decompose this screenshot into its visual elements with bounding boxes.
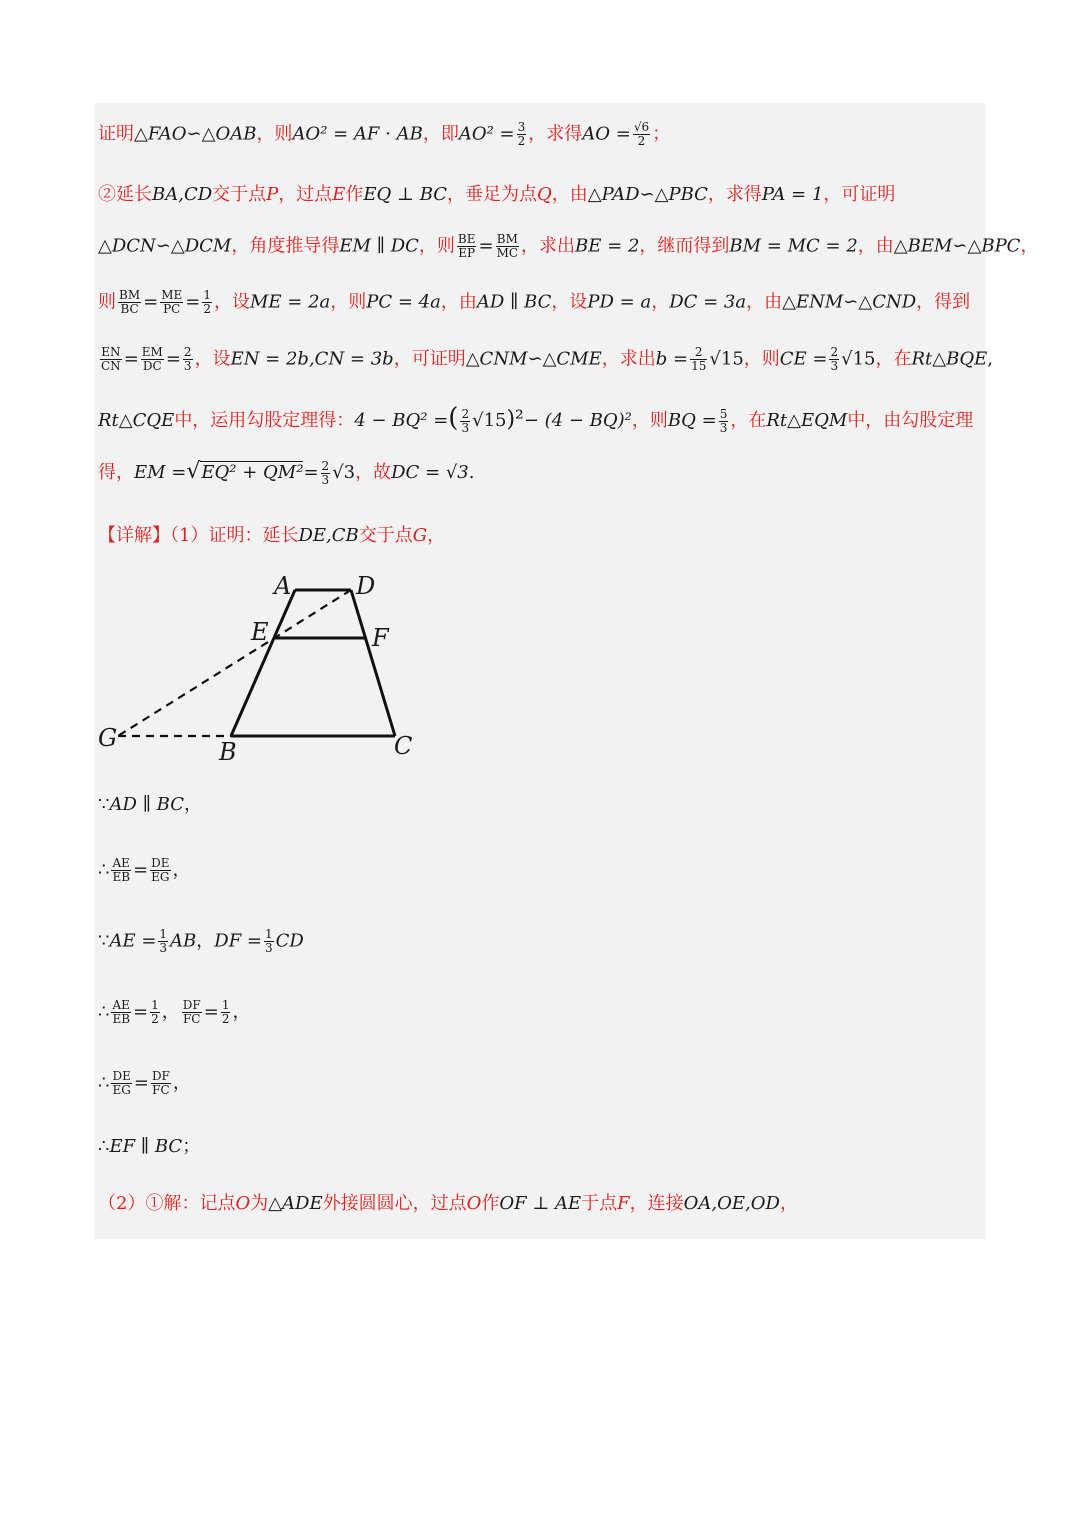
therefore-symbol: ∴ — [98, 1136, 110, 1157]
denominator: 3 — [265, 941, 273, 955]
denominator: 3 — [719, 420, 728, 435]
text: 得， — [98, 462, 134, 483]
fraction — [517, 121, 527, 148]
numerator: AE — [112, 856, 130, 870]
math: △CNM∽△CME — [465, 348, 602, 370]
math: BE = 2 — [575, 235, 640, 257]
text: ，角度推导得 — [231, 235, 340, 257]
denominator: PC — [163, 302, 181, 316]
text: 中，运用勾股定理得： — [174, 410, 355, 431]
fraction — [457, 233, 477, 260]
text: ，则 — [743, 348, 780, 370]
denominator: 3 — [183, 359, 192, 373]
text: = — [203, 1001, 219, 1023]
text: ，设 — [213, 291, 250, 313]
math: CD — [275, 930, 304, 952]
denominator: FC — [182, 1012, 201, 1026]
fraction — [829, 346, 839, 373]
denominator: 2 — [517, 134, 526, 148]
math: EF ∥ BC — [109, 1136, 183, 1157]
text: ，则 — [256, 123, 293, 145]
text: ②延长 — [98, 184, 152, 205]
numerator: DE — [151, 856, 170, 870]
text: = — [133, 1001, 149, 1023]
math: △BEM∽△BPC — [893, 235, 1021, 257]
paren: )² — [506, 407, 524, 432]
numerator: 5 — [719, 406, 728, 421]
math: AO = — [582, 123, 631, 145]
detail-heading — [98, 523, 445, 549]
text: 【详解】（1）证明：延长 — [98, 525, 299, 546]
math: △ENM∽△CND — [782, 291, 917, 313]
fraction — [151, 1070, 171, 1097]
text: ，在 — [875, 348, 912, 370]
denominator: FC — [152, 1083, 170, 1097]
proof-line-4 — [98, 289, 970, 316]
text: ，则 — [330, 291, 367, 313]
text: 外接圆圆心，过点 — [322, 1193, 467, 1214]
numerator: 2 — [690, 346, 707, 360]
fraction — [150, 857, 170, 884]
label-G: G — [98, 724, 118, 752]
text: ， — [427, 525, 446, 546]
numerator: ME — [161, 288, 183, 302]
math: AO² = AF · AB — [292, 123, 423, 145]
fraction — [111, 1070, 131, 1097]
text: = — [165, 348, 181, 370]
proof-step-5 — [98, 1070, 191, 1097]
numerator: 1 — [265, 927, 273, 941]
math: △DCN∽△DCM — [98, 235, 232, 257]
proof-line-3 — [98, 233, 1038, 260]
text: ， — [232, 1001, 251, 1023]
fraction — [633, 121, 650, 148]
math: G — [412, 525, 428, 546]
proof-step-6 — [98, 1134, 200, 1160]
proof-line-2 — [98, 182, 895, 208]
denominator: EB — [112, 1012, 131, 1026]
text: 交于点 — [212, 184, 267, 205]
fraction — [111, 857, 131, 884]
fraction — [719, 408, 729, 435]
denominator: 2 — [637, 134, 646, 148]
text: = — [123, 348, 139, 370]
text: （2）①解：记点 — [98, 1193, 236, 1214]
proof-line-7 — [98, 459, 475, 487]
math: BA,CD — [152, 184, 213, 205]
text: 作 — [345, 184, 364, 205]
because-symbol: ∵ — [98, 930, 110, 952]
text: ，在 — [730, 410, 767, 431]
math: F — [617, 1193, 630, 1214]
text: 于点 — [581, 1193, 618, 1214]
text: = — [185, 291, 201, 313]
math: △FAO∽△OAB — [134, 123, 257, 145]
numerator: DF — [182, 998, 201, 1012]
dashed-DG — [118, 590, 351, 736]
text: , — [987, 348, 993, 370]
text: ，可证明 — [823, 184, 896, 205]
text: ，则 — [418, 235, 455, 257]
math: EQ ⊥ BC — [363, 184, 448, 205]
math: AB — [170, 930, 197, 952]
denominator: 3 — [321, 472, 330, 487]
text: ， — [779, 1193, 798, 1214]
math: E — [332, 184, 346, 205]
text: ，连接 — [629, 1193, 684, 1214]
math: √15 — [472, 410, 507, 431]
text: = — [133, 859, 149, 881]
fraction — [264, 928, 274, 955]
numerator: 3 — [517, 120, 526, 134]
math: Rt△BQE — [911, 348, 988, 370]
label-C: C — [394, 732, 413, 760]
text: ， — [172, 1072, 191, 1094]
math: △ADE — [268, 1193, 323, 1214]
math: EQ² + QM² — [201, 462, 304, 483]
text: ，则 — [631, 410, 668, 431]
text: ，求出 — [601, 348, 656, 370]
math: AE = — [109, 930, 157, 952]
text: ，继而得到 — [639, 235, 730, 257]
fraction — [690, 346, 707, 373]
numerator: DF — [151, 1069, 170, 1083]
sqrt-sign: √ — [186, 459, 201, 484]
math: PD = a — [587, 291, 652, 313]
text: 中，由勾股定理 — [847, 410, 974, 431]
math: OF ⊥ AE — [499, 1193, 582, 1214]
math: EN = 2b,CN = 3b — [230, 348, 394, 370]
numerator: EN — [101, 345, 121, 359]
fraction — [182, 999, 202, 1026]
denominator: 15 — [691, 359, 707, 373]
math: √3 — [332, 462, 356, 483]
fraction — [460, 408, 470, 435]
fraction — [100, 346, 122, 373]
proof-line-5 — [98, 346, 993, 373]
denominator: CN — [101, 359, 121, 373]
denominator: BC — [120, 302, 139, 316]
text: = — [478, 235, 494, 257]
math: Q — [537, 184, 552, 205]
denominator: EG — [151, 870, 170, 884]
text: 作 — [481, 1193, 500, 1214]
numerator: √6 — [633, 120, 650, 134]
text: . — [468, 462, 475, 483]
text: ，求得 — [707, 184, 762, 205]
math: BQ = — [667, 410, 717, 431]
text: ， — [161, 1001, 180, 1023]
text: = — [133, 1072, 149, 1094]
numerator: 1 — [159, 927, 168, 941]
denominator: 3 — [830, 359, 839, 373]
text: ，由 — [857, 235, 894, 257]
math: OA,OE,OD — [683, 1193, 780, 1214]
fraction — [111, 999, 131, 1026]
text: ， — [196, 930, 215, 952]
text: 证明 — [98, 123, 134, 145]
numerator: 2 — [321, 458, 330, 473]
because-symbol: ∵ — [98, 794, 110, 815]
math: AO² = — [458, 123, 515, 145]
denominator: 2 — [151, 1012, 159, 1026]
math: EM = — [134, 462, 187, 483]
text: ，求得 — [528, 123, 583, 145]
text: ，由 — [440, 291, 477, 313]
numerator: AE — [112, 998, 130, 1012]
paren: ( — [448, 403, 459, 433]
numerator: 1 — [221, 998, 230, 1012]
fraction — [160, 289, 183, 316]
text: ，故 — [355, 462, 392, 483]
math: Rt△EQM — [766, 410, 848, 431]
therefore-symbol: ∴ — [98, 1072, 110, 1094]
numerator: BM — [496, 232, 518, 246]
proof-line-1 — [98, 121, 670, 148]
text: ， — [172, 859, 191, 881]
segment-AB — [231, 590, 295, 736]
label-A: A — [274, 572, 292, 600]
text: = — [303, 462, 319, 483]
label-F: F — [372, 624, 389, 652]
math: DC = 3a — [669, 291, 747, 313]
fraction — [150, 999, 160, 1026]
math: 4 − BQ² = — [354, 410, 449, 431]
math: EM ∥ DC — [339, 235, 419, 257]
math: ME = 2a — [249, 291, 331, 313]
fraction — [321, 460, 331, 487]
math: DC = √3 — [391, 462, 469, 483]
text: ，设 — [194, 348, 231, 370]
text: = — [143, 291, 159, 313]
math: Rt△CQE — [98, 410, 175, 431]
text: ，由 — [551, 184, 588, 205]
numerator: 1 — [151, 998, 159, 1012]
label-B: B — [219, 738, 237, 766]
numerator: BM — [119, 288, 141, 302]
numerator: 2 — [830, 345, 839, 359]
fraction — [202, 289, 212, 316]
text: 则 — [98, 291, 116, 313]
text: ， — [183, 794, 202, 815]
text: ，设 — [551, 291, 588, 313]
math: CE = — [779, 348, 828, 370]
proof-step-3 — [98, 928, 304, 955]
fraction — [158, 928, 168, 955]
numerator: 1 — [203, 288, 211, 302]
math: √15 — [709, 348, 744, 370]
denominator: EP — [458, 246, 476, 260]
proof-step-1 — [98, 792, 202, 818]
text: ， — [651, 291, 670, 313]
denominator: EG — [112, 1083, 131, 1097]
text: ，垂足为点 — [447, 184, 538, 205]
text: ，由 — [746, 291, 783, 313]
denominator: EB — [112, 870, 131, 884]
text: ； — [182, 1136, 201, 1157]
proof-line-6 — [98, 405, 973, 435]
proof-step-4 — [98, 999, 250, 1026]
denominator: 3 — [159, 941, 168, 955]
math: O — [235, 1193, 251, 1214]
fraction — [221, 999, 231, 1026]
text: ； — [652, 123, 671, 145]
math: − (4 − BQ)² — [523, 410, 632, 431]
math: b = — [655, 348, 689, 370]
denominator: MC — [496, 246, 519, 260]
text: ，过点 — [278, 184, 333, 205]
math: AD ∥ BC — [476, 291, 552, 313]
math: DE,CB — [298, 525, 359, 546]
denominator: DC — [142, 359, 162, 373]
math: DF = — [214, 930, 263, 952]
trapezoid-figure — [96, 568, 426, 768]
numerator: 2 — [183, 345, 192, 359]
fraction — [183, 346, 193, 373]
math: O — [466, 1193, 482, 1214]
label-E: E — [251, 618, 269, 646]
math: AD ∥ BC — [109, 794, 184, 815]
text: ，求出 — [521, 235, 576, 257]
therefore-symbol: ∴ — [98, 1001, 110, 1023]
denominator: 2 — [221, 1012, 230, 1026]
text: ，可证明 — [393, 348, 466, 370]
math: △PAD∽△PBC — [587, 184, 708, 205]
segment-DC — [351, 590, 395, 736]
text: 为 — [250, 1193, 269, 1214]
numerator: DE — [112, 1069, 131, 1083]
math: BM = MC = 2 — [729, 235, 858, 257]
text: 交于点 — [358, 525, 413, 546]
proof-step-2 — [98, 857, 191, 884]
math: PC = 4a — [366, 291, 441, 313]
math: PA = 1 — [761, 184, 824, 205]
part2-intro — [98, 1191, 798, 1217]
numerator: EM — [141, 345, 163, 359]
numerator: 2 — [461, 406, 470, 421]
denominator: 2 — [203, 302, 211, 316]
math: P — [266, 184, 279, 205]
therefore-symbol: ∴ — [98, 859, 110, 881]
text: ， — [1020, 235, 1039, 257]
fraction — [141, 346, 164, 373]
text: ，即 — [422, 123, 459, 145]
math: √15 — [841, 348, 876, 370]
fraction — [496, 233, 519, 260]
fraction — [118, 289, 141, 316]
text: ，得到 — [916, 291, 971, 313]
numerator: BE — [457, 232, 476, 246]
denominator: 3 — [461, 420, 470, 435]
label-D: D — [356, 572, 376, 600]
